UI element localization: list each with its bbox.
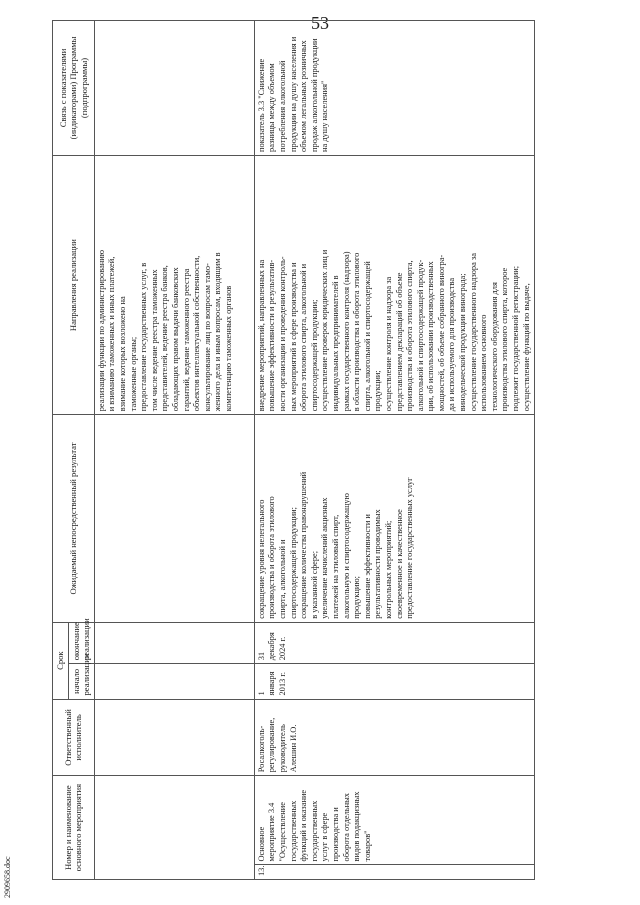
text-line: спирта, алкогольной и спиртосодержащей xyxy=(362,261,372,412)
text-line: потребления алкогольной xyxy=(277,60,287,152)
text-line: технологического оборудования для xyxy=(489,282,499,412)
text-line: компетенцию таможенных органов xyxy=(223,285,233,412)
text-line: повышение эффективности и результатив- xyxy=(267,259,277,412)
text-line: Основное xyxy=(256,826,266,862)
text-line: разницы между объемом xyxy=(267,63,277,152)
text-line: повышение эффективности и xyxy=(362,514,372,619)
indicator-link xyxy=(254,21,534,156)
text-line: рамках государственного контроля (надзора) xyxy=(341,251,351,412)
text-line: контрольных мероприятий; xyxy=(383,520,393,619)
page-number: 53 xyxy=(311,13,329,33)
text-line: осуществление проверок юридических лиц и xyxy=(320,249,330,412)
text-line: продукции; xyxy=(373,370,383,412)
text-line: "Осуществление xyxy=(277,802,287,862)
text-line: подлежит государственной регистрации; xyxy=(511,265,521,412)
text-line: продукцию; xyxy=(352,576,362,619)
text-line: сокращение уровня нелегального xyxy=(256,499,266,619)
text-line: услуг в сфере xyxy=(320,812,330,862)
text-line: объемом легальных розничных xyxy=(299,40,309,152)
text-line: мощностей, об объеме собранного виногра- xyxy=(436,254,446,412)
text-line: мероприятие 3.4 xyxy=(267,802,277,862)
text-line: в области производства и оборота этилового xyxy=(352,252,362,412)
text-line: государственных xyxy=(288,800,298,862)
header-result: Ожидаемый непосредственный результат xyxy=(53,415,95,622)
header-term: Срок xyxy=(53,622,69,699)
text-line: 2013 г. xyxy=(277,672,287,696)
text-line: ции, об использовании производственных xyxy=(426,261,436,412)
text-line: взимание которых возложено на xyxy=(117,296,127,412)
text-line: винодельческой продукции винограда; xyxy=(458,273,468,412)
cont-end xyxy=(94,622,254,664)
text-line: осуществление функций по выдаче, xyxy=(521,283,531,412)
text-line: производства и оборота этилового спирта, xyxy=(405,260,415,412)
expected-result xyxy=(254,415,534,622)
text-line: Алешин И.О. xyxy=(288,724,298,773)
text-line: 2024 г. xyxy=(277,636,287,661)
text-line: 31 декабря xyxy=(256,632,277,661)
text-line: гарантий, ведение таможенного реестра xyxy=(181,268,191,412)
text-line: ных мероприятий в сфере производства и xyxy=(288,262,298,412)
row-number: 13. xyxy=(254,865,534,880)
text-line: таможенные органы; xyxy=(128,336,138,412)
text-line: осуществление контроля и надзора за xyxy=(383,276,393,412)
text-line: видов подакцизных xyxy=(352,791,362,862)
text-line: представителей, ведение реестра банков, xyxy=(160,265,170,412)
text-line: продаж алкогольной продукции xyxy=(309,38,319,152)
text-line: консультирование лиц по вопросам тамо- xyxy=(202,263,212,412)
header-start: начало реализации xyxy=(68,664,94,699)
cont-responsible xyxy=(94,699,254,776)
text-line: платежей на этиловый спирт, xyxy=(330,514,340,619)
text-line: государственных xyxy=(309,800,319,862)
end-date xyxy=(254,622,534,664)
text-line: использованием основного xyxy=(479,314,489,412)
text-line: обладающих правом выдачи банковских xyxy=(170,267,180,412)
text-line: оборота этилового спирта, алкогольной и xyxy=(299,263,309,412)
text-line: Росалкоголь- xyxy=(256,725,266,773)
header-row xyxy=(53,21,69,880)
document-code: 2909658.doc xyxy=(3,856,12,898)
start-date xyxy=(254,664,534,699)
text-line: производства и оборота этилового xyxy=(267,496,277,619)
implementation-directions xyxy=(254,155,534,414)
text-line: спирта, алкогольной и xyxy=(277,539,287,619)
text-line: результативности проводимых xyxy=(373,509,383,619)
rotated-table-sheet xyxy=(52,20,617,880)
header-directions: Направления реализации xyxy=(53,155,95,414)
text-line: своевременное и качественное xyxy=(394,509,404,619)
text-line: спиртосодержащей продукции; xyxy=(288,507,298,619)
text-line: индивидуальных предпринимателей в xyxy=(330,275,340,412)
text-line: продукции на душу населения и xyxy=(288,36,298,152)
text-line: алкогольную и спиртосодержащую xyxy=(341,493,351,619)
continuation-row xyxy=(94,21,254,880)
text-line: том числе ведение реестра таможенных xyxy=(149,269,159,412)
cont-start xyxy=(94,664,254,699)
text-line: алкогольной и спиртосодержащей продук- xyxy=(415,259,425,412)
cont-result xyxy=(94,415,254,622)
header-end: окончание реализации xyxy=(68,622,94,664)
text-line: предоставление государственных услуг, в xyxy=(139,262,149,412)
cont-link xyxy=(94,21,254,156)
header-num-name: Номер и наименование основного мероприятия xyxy=(53,776,95,880)
text-line: ности организации и проведения контроль- xyxy=(277,256,287,412)
text-line: представлением деклараций об объеме xyxy=(394,272,404,412)
cont-num-name xyxy=(94,776,254,880)
text-line: женного дела и иным вопросам, входящим в xyxy=(213,252,223,412)
header-link: Связь с показателями (индикаторами) Программы (подпрограммы) xyxy=(53,21,95,156)
measure-name xyxy=(254,776,534,865)
text-line: сокращение количества правонарушений xyxy=(299,471,309,619)
text-line: регулирование, xyxy=(267,717,277,773)
text-line: и взиманию таможенных и иных платежей, xyxy=(107,256,117,412)
text-line: на душу населения" xyxy=(320,80,330,152)
text-line: товаров" xyxy=(362,830,372,862)
text-line: производства этилового спирта, которое xyxy=(500,267,510,412)
text-line: объектов интеллектуальной собственности, xyxy=(192,255,202,412)
text-line: 1 января xyxy=(256,671,277,696)
text-line: спиртосодержащей продукции; xyxy=(309,299,319,412)
text-line: осуществление государственного надзора за xyxy=(468,253,478,412)
text-line: руководитель xyxy=(277,724,287,773)
text-line: оборота отдельных xyxy=(341,793,351,862)
text-line: да и используемого для производства xyxy=(447,277,457,412)
text-line: показатель 3.3 "Снижение xyxy=(256,58,266,152)
text-line: реализации функции по администрированию xyxy=(96,249,106,412)
text-line: функций и оказание xyxy=(299,789,309,862)
header-responsible: Ответственный исполнитель xyxy=(53,699,95,776)
text-line: предоставление государственных услуг xyxy=(405,477,415,619)
text-line: увеличение начислений акцизных xyxy=(320,497,330,619)
text-line: в указанной сфере; xyxy=(309,550,319,619)
text-line: производства и xyxy=(330,807,340,862)
text-line: внедрение мероприятий, направленных на xyxy=(256,259,266,412)
measures-table xyxy=(52,20,535,880)
cont-directions xyxy=(94,155,254,414)
table-row-13 xyxy=(254,21,534,880)
responsible-executor xyxy=(254,699,534,776)
